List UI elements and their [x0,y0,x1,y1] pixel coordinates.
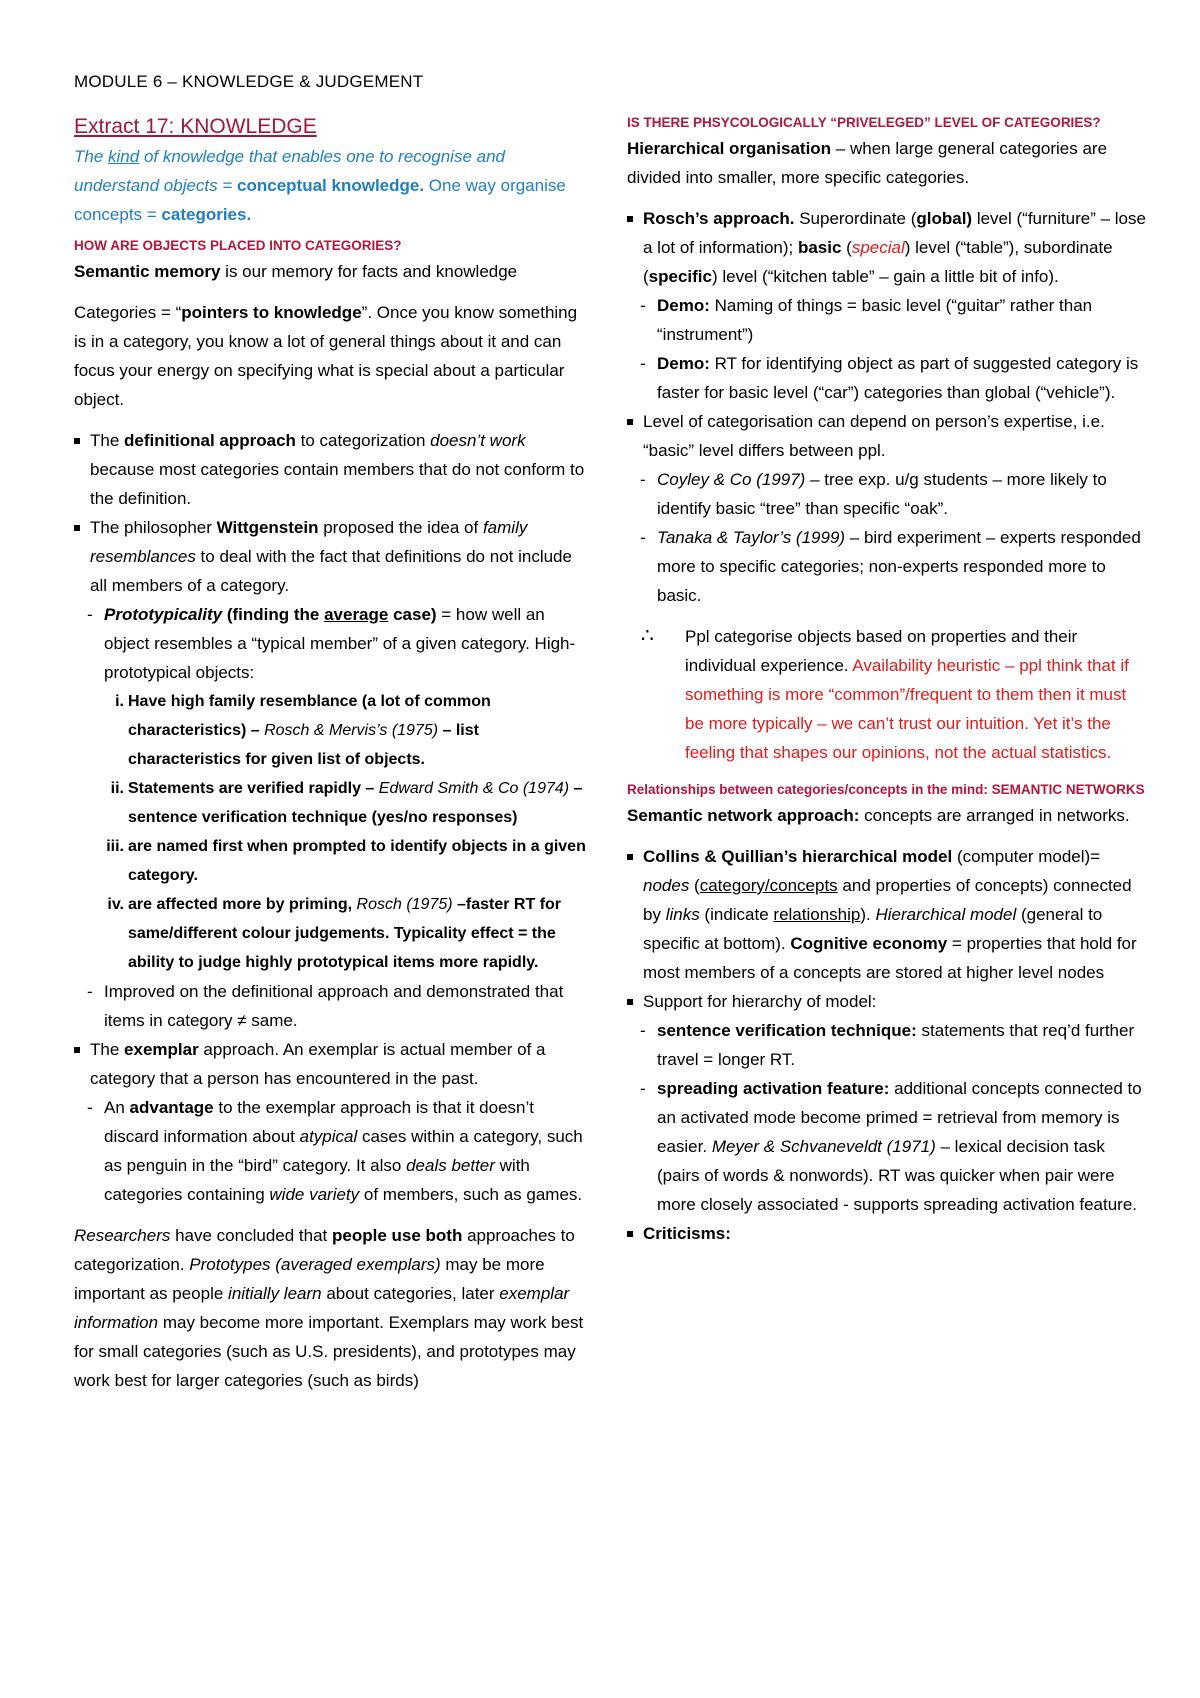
list-item-exemplar: The exemplar approach. An exemplar is actual member of a category that a person has encountered in the past. [74,1035,592,1093]
intro-paragraph: The kind of knowledge that enables one to recognise and understand objects = conceptual knowledge. One way organise concepts = categories. [74,147,566,224]
therefore-paragraph: ∴ Ppl categorise objects based on properties and their individual experience. Availability heuristic – ppl think that if something is more “common”/frequent to them then it must be more typically – we can’t trust our intuition. Yet it’s the feeling that shapes our opinions, not the actual statistics. [627,622,1147,767]
section-heading-networks: Relationships between categories/concepts in the mind: SEMANTIC NETWORKS [627,782,1145,797]
tanaka-item: - Tanaka & Taylor’s (1999) – bird experiment – experts responded more to specific categories; non-experts responded more to basic. [627,523,1147,610]
semantic-network-line: Semantic network approach: concepts are arranged in networks. [627,806,1130,825]
section-heading-privileged: IS THERE PHSYCOLOGICALLY “PRIVELEGED” LEVEL OF CATEGORIES? [627,115,1101,130]
roman-item-3: iii. are named first when prompted to identify objects in a given category. [106,838,586,884]
list-item-criticisms: Criticisms: [627,1219,1147,1248]
module-title: MODULE 6 – KNOWLEDGE & JUDGEMENT [74,72,424,91]
svt-item: - sentence verification technique: statements that req’d further travel = longer RT. [627,1016,1147,1074]
extract-title: Extract 17: KNOWLEDGE [74,115,317,138]
spreading-item: - spreading activation feature: additional concepts connected to an activated mode become primed = retrieval from memory is easier. Meyer & Schvaneveldt (1971) – lexical decision task (pairs of words & nonwords). RT was quicker when pair were more closely associated - supports spreading activation feature. [627,1074,1147,1219]
approach-list [74,426,592,600]
demo-item-2: - Demo: RT for identifying object as part of suggested category is faster for basic level (“car”) categories than global (“vehicle”). [627,349,1147,407]
improved-item: - Improved on the definitional approach and demonstrated that items in category ≠ same. [74,977,592,1035]
list-item-rosch: Rosch’s approach. Superordinate (global) level (“furniture” – lose a lot of information); basic (special) level (“table”), subordinate (specific) level (“kitchen table” – gain a little bit of info). [627,204,1147,291]
therefore-symbol: ∴ [641,625,654,647]
list-item-support: Support for hierarchy of model: [627,987,1147,1016]
left-column [74,112,592,1395]
coyley-item: - Coyley & Co (1997) – tree exp. u/g students – more likely to identify basic “tree” than specific “oak”. [627,465,1147,523]
categories-paragraph: Categories = “pointers to knowledge”. Once you know something is in a category, you know a lot of general things about it and can focus your energy on specifying what is special about a particular object. [74,303,578,409]
roman-item-4: iv. are affected more by priming, Rosch (1975) –faster RT for same/different colour judgements. Typicality effect = the ability to judge highly prototypical items more rapidly. [107,896,562,971]
advantage-item: - An advantage to the exemplar approach is that it doesn’t discard information about atypical cases within a category, such as penguin in the “bird” category. It also deals better with categories containing wide variety of members, such as games. [74,1093,592,1209]
hierarchical-organisation: Hierarchical organisation – when large general categories are divided into smaller, more specific categories. [627,139,1108,187]
roman-item-2: ii. Statements are verified rapidly – Edward Smith & Co (1974) – sentence verification technique (yes/no responses) [110,780,583,826]
list-item-definitional: The definitional approach to categorization doesn’t work because most categories contain members that do not conform to the definition. [74,426,592,513]
list-item-collins: Collins & Quillian’s hierarchical model (computer model)= nodes (category/concepts and properties of concepts) connected by links (indicate relationship). Hierarchical model (general to specific at bottom). Cognitive economy = properties that hold for most members of a concepts are stored at higher level nodes [627,842,1147,987]
list-item-level: Level of categorisation can depend on person’s expertise, i.e. “basic” level differs between ppl. [627,407,1147,465]
demo-item-1: - Demo: Naming of things = basic level (“guitar” rather than “instrument”) [627,291,1147,349]
list-item-wittgenstein: The philosopher Wittgenstein proposed the idea of family resemblances to deal with the fact that definitions do not include all members of a category. [74,513,592,600]
right-column [627,112,1147,1248]
prototypicality-item: - Prototypicality (finding the average case) = how well an object resembles a “typical member” of a given category. High-prototypical objects: [74,600,592,687]
roman-item-1: i. Have high family resemblance (a lot of common characteristics) – Rosch & Mervis’s (1975) – list characteristics for given list of objects. [115,693,491,768]
semantic-memory-line: Semantic memory is our memory for facts and knowledge [74,262,518,281]
conclusion-paragraph: Researchers have concluded that people use both approaches to categorization. Prototypes (averaged exemplars) may be more important as people initially learn about categories, later exemplar information may become more important. Exemplars may work best for small categories (such as U.S. presidents), and prototypes may work best for larger categories (such as birds) [74,1226,584,1390]
section-heading-categories: HOW ARE OBJECTS PLACED INTO CATEGORIES? [74,238,402,253]
